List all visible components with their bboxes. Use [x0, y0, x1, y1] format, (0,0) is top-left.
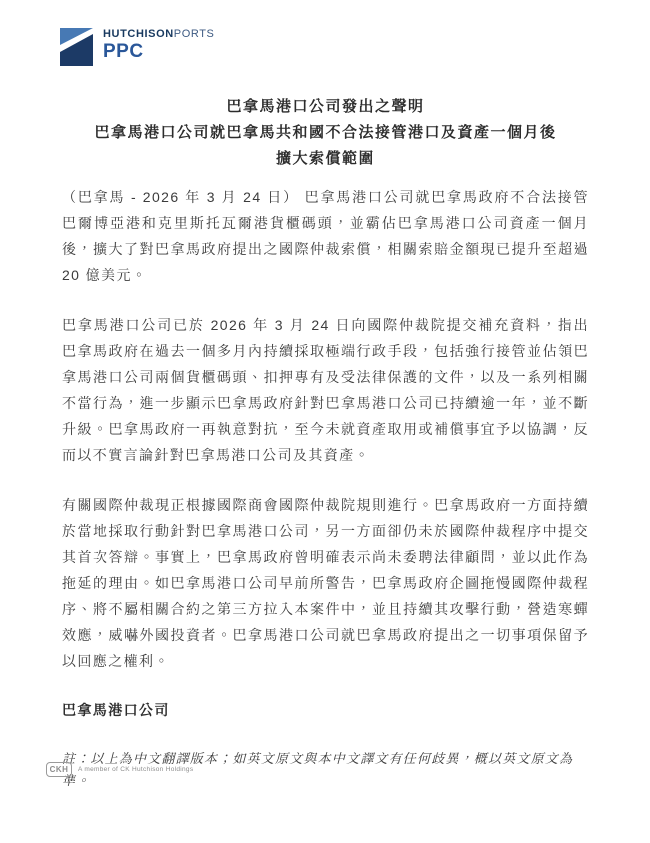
body-paragraph-2: 巴拿馬港口公司已於 2026 年 3 月 24 日向國際仲裁院提交補充資料，指出巴拿馬政府在過去一個多月內持續採取極端行政手段，包括強行接管並佔領巴拿馬港口公司兩個貨櫃碼頭、扣押專有及受法律保護的文件，以及一系列相關不當行為，進一步顯示巴拿馬政府針對巴拿馬港口公司已持續逾一年，並不斷升級。巴拿馬政府一再執意對抗，至今未就資產取用或補償事宜予以協調，反而以不實言論針對巴拿馬港口公司及其資產。: [62, 317, 589, 463]
brand-name-ports: PORTS: [173, 28, 215, 40]
title-line-3: 擴大索償範圍: [275, 150, 375, 167]
hutchison-ports-logo: [58, 26, 215, 68]
statement-title: [62, 94, 589, 172]
brand-name: [103, 28, 215, 41]
title-line-1: 巴拿馬港口公司發出之聲明: [226, 98, 425, 115]
brand-text: [103, 26, 215, 63]
title-line-2: 巴拿馬港口公司就巴拿馬共和國不合法接管港口及資產一個月後: [94, 124, 557, 141]
signature-company-name: 巴拿馬港口公司: [62, 702, 170, 718]
hutchison-ports-logo-icon: [58, 26, 96, 68]
body-paragraph-3: 有關國際仲裁現正根據國際商會國際仲裁院規則進行。巴拿馬政府一方面持續於當地採取行動針對巴拿馬港口公司，另一方面卻仍未於國際仲裁程序中提交其首次答辯。事實上，巴拿馬政府曾明確表示尚未委聘法律顧問，並以此作為拖延的理由。如巴拿馬港口公司早前所警告，巴拿馬政府企圖拖慢國際仲裁程序、將不屬相關合約之第三方拉入本案件中，並且持續其攻擊行動，營造寒蟬效應，威嚇外國投資者。巴拿馬港口公司就巴拿馬政府提出之一切事項保留予以回應之權利。: [62, 497, 589, 669]
statement-content: [62, 94, 589, 792]
brand-name-hutchison: HUTCHISON: [103, 28, 174, 40]
member-of-text: A member of CK Hutchison Holdings: [78, 766, 194, 773]
ck-hutchison-footer: [46, 762, 193, 777]
translation-note: 註：以上為中文翻譯版本；如英文原文與本中文譯文有任何歧異，概以英文原文為準。: [62, 751, 574, 788]
ck-hutchison-logo-icon: CKH: [46, 762, 72, 777]
body-paragraph-1: （巴拿馬 - 2026 年 3 月 24 日） 巴拿馬港口公司就巴拿馬政府不合法接管巴爾博亞港和克里斯托瓦爾港貨櫃碼頭，並霸佔巴拿馬港口公司資產一個月後，擴大了對巴拿馬政府提出之國際仲裁索償，相關索賠金額現已提升至超過 20 億美元。: [62, 189, 589, 283]
brand-subsidiary-ppc: PPC: [103, 41, 144, 62]
